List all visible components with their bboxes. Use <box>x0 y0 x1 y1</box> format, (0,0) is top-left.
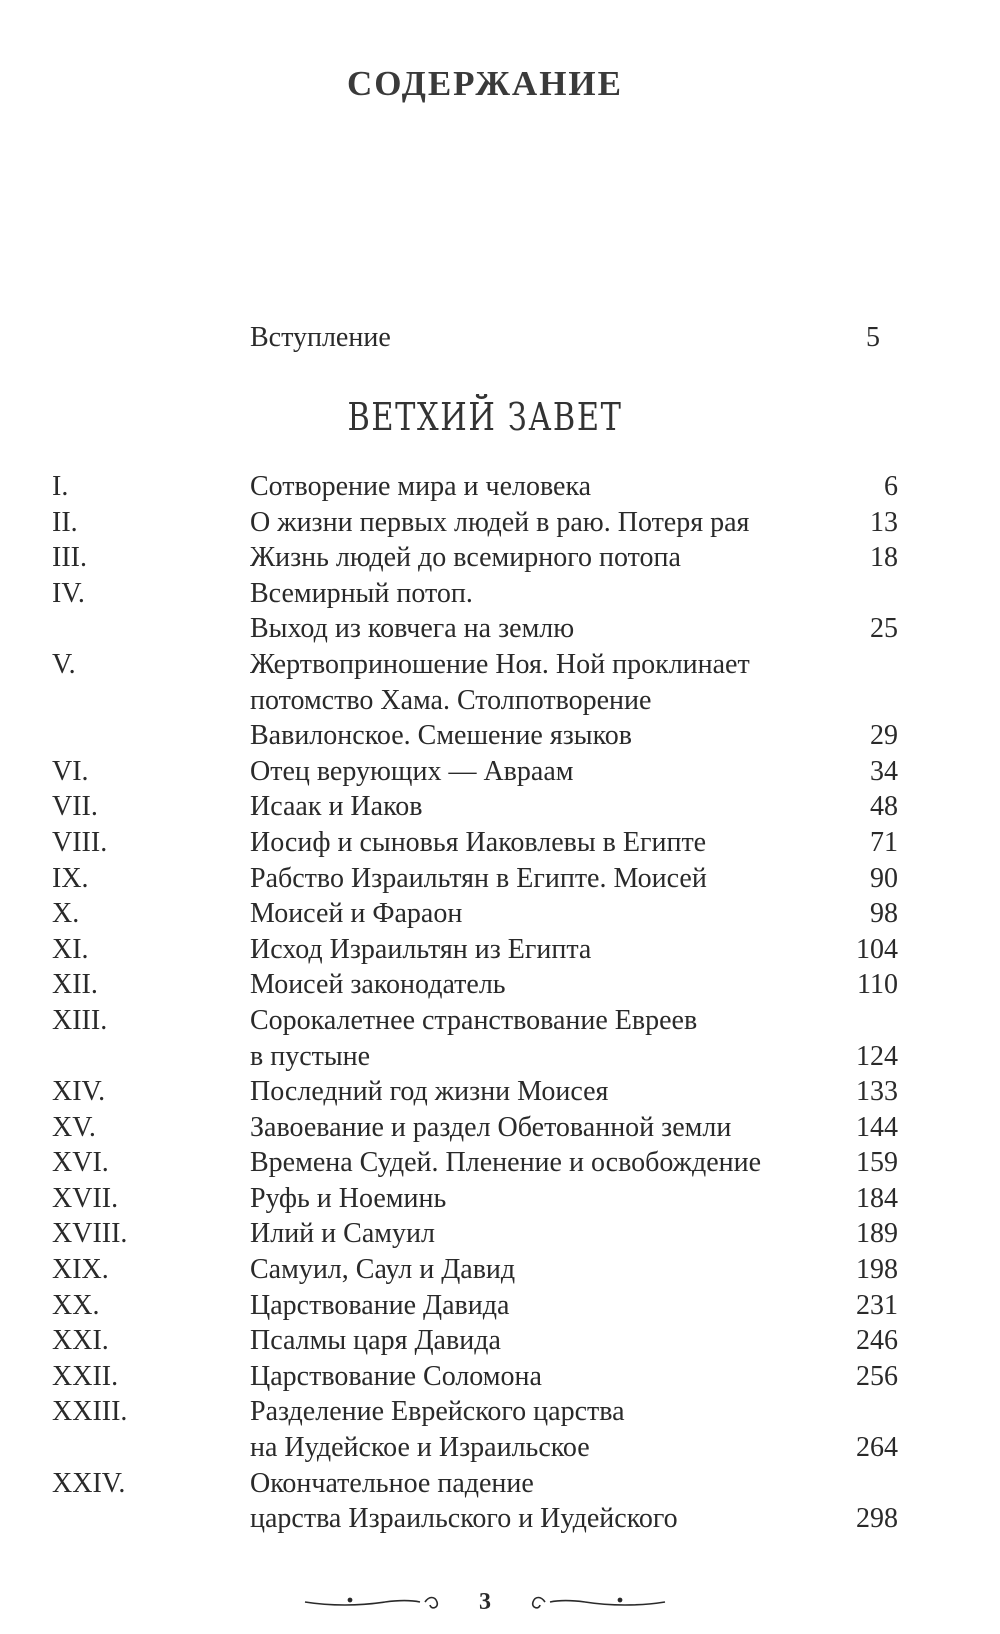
chapter-title-line: Моисей и Фараон <box>250 898 463 930</box>
chapter-page-number: 184 <box>856 1182 898 1214</box>
chapter-number: I. <box>52 471 69 502</box>
toc-entry <box>0 932 1000 968</box>
chapter-number: XXI. <box>52 1325 109 1357</box>
chapter-number: XV. <box>52 1111 96 1143</box>
chapter-number: X. <box>52 898 80 930</box>
toc-entry <box>0 1394 1000 1465</box>
chapter-title-line: Времена Судей. Пленение и освобождение <box>250 1147 762 1179</box>
toc-entry <box>0 1323 1000 1359</box>
chapter-title-line: Сорокалетнее странствование Евреев <box>250 1004 698 1036</box>
chapter-number: XVII. <box>52 1182 119 1214</box>
chapter-number: VII. <box>52 791 98 823</box>
chapter-page-number: 6 <box>884 471 898 502</box>
chapter-page-number: 18 <box>870 542 898 574</box>
chapter-title-line: Всемирный потоп. <box>250 577 473 609</box>
chapter-title-line: Отец верующих — Авраам <box>250 755 574 787</box>
chapter-number: IV. <box>52 577 85 609</box>
chapter-title-line: Сотворение мира и человека <box>250 471 592 502</box>
page-footer <box>0 1580 970 1624</box>
chapter-page-number: 264 <box>856 1432 898 1464</box>
chapter-page-number: 90 <box>870 862 898 894</box>
chapter-number: IX. <box>52 862 89 894</box>
chapter-number: XI. <box>52 933 89 965</box>
chapter-page-number: 144 <box>856 1111 898 1143</box>
page-number: 3 <box>479 1589 491 1615</box>
chapter-title-line: Исход Израильтян из Египта <box>250 933 592 965</box>
chapter-title-line: Жертвоприношение Ноя. Ной проклинает <box>250 648 750 680</box>
chapter-number: XXIV. <box>52 1467 126 1499</box>
chapter-number: III. <box>52 542 87 574</box>
toc-entry <box>0 1288 1000 1324</box>
chapter-number: XXII. <box>52 1360 119 1392</box>
chapter-number: XIX. <box>52 1254 109 1286</box>
chapter-page-number: 124 <box>856 1040 898 1072</box>
chapter-title-line: Царствование Соломона <box>250 1360 542 1392</box>
toc-entry <box>0 505 1000 541</box>
chapter-page-number: 298 <box>856 1503 898 1535</box>
chapter-title-line: Илий и Самуил <box>250 1218 435 1250</box>
chapter-number: XVI. <box>52 1147 109 1179</box>
chapter-page-number: 189 <box>856 1218 898 1250</box>
toc-entry <box>0 1252 1000 1288</box>
chapter-page-number: 48 <box>870 791 898 823</box>
chapter-title-line: Жизнь людей до всемирного потопа <box>250 542 681 574</box>
chapter-number: XX. <box>52 1289 100 1321</box>
page-title: СОДЕРЖАНИЕ <box>346 64 623 103</box>
chapter-number: XIV. <box>52 1076 106 1108</box>
chapter-page-number: 71 <box>870 826 898 858</box>
chapter-number: XIII. <box>52 1004 108 1036</box>
chapter-number: V. <box>52 648 76 680</box>
chapter-page-number: 98 <box>870 898 898 930</box>
chapter-title-line: на Иудейское и Израильское <box>250 1432 590 1464</box>
chapter-page-number: 159 <box>856 1147 898 1179</box>
toc-entry <box>0 1003 1000 1074</box>
intro-page-number-text: 5 <box>866 322 880 353</box>
toc-entry <box>0 754 1000 790</box>
chapter-number: II. <box>52 506 78 538</box>
chapter-title-line: Исаак и Иаков <box>250 791 423 823</box>
chapter-page-number: 104 <box>856 933 898 965</box>
toc-entry <box>0 967 1000 1003</box>
chapter-page-number: 13 <box>870 506 898 538</box>
chapter-page-number: 133 <box>856 1076 898 1108</box>
chapter-title-line: Иосиф и сыновья Иаковлевы в Египте <box>250 826 707 858</box>
chapter-title-line: Последний год жизни Моисея <box>250 1076 609 1108</box>
toc-entry <box>0 540 1000 576</box>
table-of-contents <box>0 469 1000 1537</box>
toc-entry <box>0 1216 1000 1252</box>
chapter-title-line: Вавилонское. Смешение языков <box>250 720 633 752</box>
chapter-title-line: Завоевание и раздел Обетованной земли <box>250 1111 732 1143</box>
toc-entry <box>0 469 1000 505</box>
chapter-title-line: царства Израильского и Иудейского <box>250 1503 678 1535</box>
toc-entry <box>0 576 1000 647</box>
toc-entry <box>0 1074 1000 1110</box>
chapter-page-number: 34 <box>870 755 898 787</box>
chapter-title-line: потомство Хама. Столпотворение <box>250 684 652 716</box>
chapter-number: XXIII. <box>52 1396 128 1428</box>
chapter-page-number: 25 <box>870 613 898 645</box>
chapter-title-line: Царствование Давида <box>250 1289 510 1321</box>
chapter-title-line: Рабство Израильтян в Египте. Моисей <box>250 862 707 894</box>
chapter-title-line: Моисей законодатель <box>250 969 506 1001</box>
chapter-page-number: 110 <box>857 969 898 1001</box>
chapter-number: XVIII. <box>52 1218 128 1250</box>
chapter-page-number: 256 <box>856 1360 898 1392</box>
chapter-title-line: О жизни первых людей в раю. Потеря рая <box>250 506 750 538</box>
chapter-page-number: 231 <box>856 1289 898 1321</box>
intro-label: Вступление <box>250 322 391 353</box>
section-heading: ВЕТХИЙ ЗАВЕТ <box>347 395 623 439</box>
chapter-title-line: Самуил, Саул и Давид <box>250 1254 516 1286</box>
toc-entry <box>0 1181 1000 1217</box>
chapter-title-line: Руфь и Ноеминь <box>250 1182 447 1214</box>
toc-entry <box>0 1359 1000 1395</box>
chapter-number: XII. <box>52 969 98 1001</box>
chapter-title-line: в пустыне <box>250 1040 371 1072</box>
toc-entry <box>0 1110 1000 1146</box>
toc-entry <box>0 825 1000 861</box>
chapter-page-number: 246 <box>856 1325 898 1357</box>
chapter-title-line: Окончательное падение <box>250 1467 534 1499</box>
toc-entry <box>0 861 1000 897</box>
chapter-page-number: 29 <box>870 720 898 752</box>
chapter-title-line: Псалмы царя Давида <box>250 1325 501 1357</box>
chapter-number: VI. <box>52 755 89 787</box>
chapter-title-line: Выход из ковчега на землю <box>250 613 575 645</box>
chapter-number: VIII. <box>52 826 108 858</box>
toc-entry <box>0 647 1000 754</box>
chapter-page-number: 198 <box>856 1254 898 1286</box>
toc-entry <box>0 789 1000 825</box>
toc-entry <box>0 896 1000 932</box>
chapter-title-line: Разделение Еврейского царства <box>250 1396 625 1428</box>
toc-entry <box>0 1466 1000 1537</box>
toc-entry <box>0 1145 1000 1181</box>
